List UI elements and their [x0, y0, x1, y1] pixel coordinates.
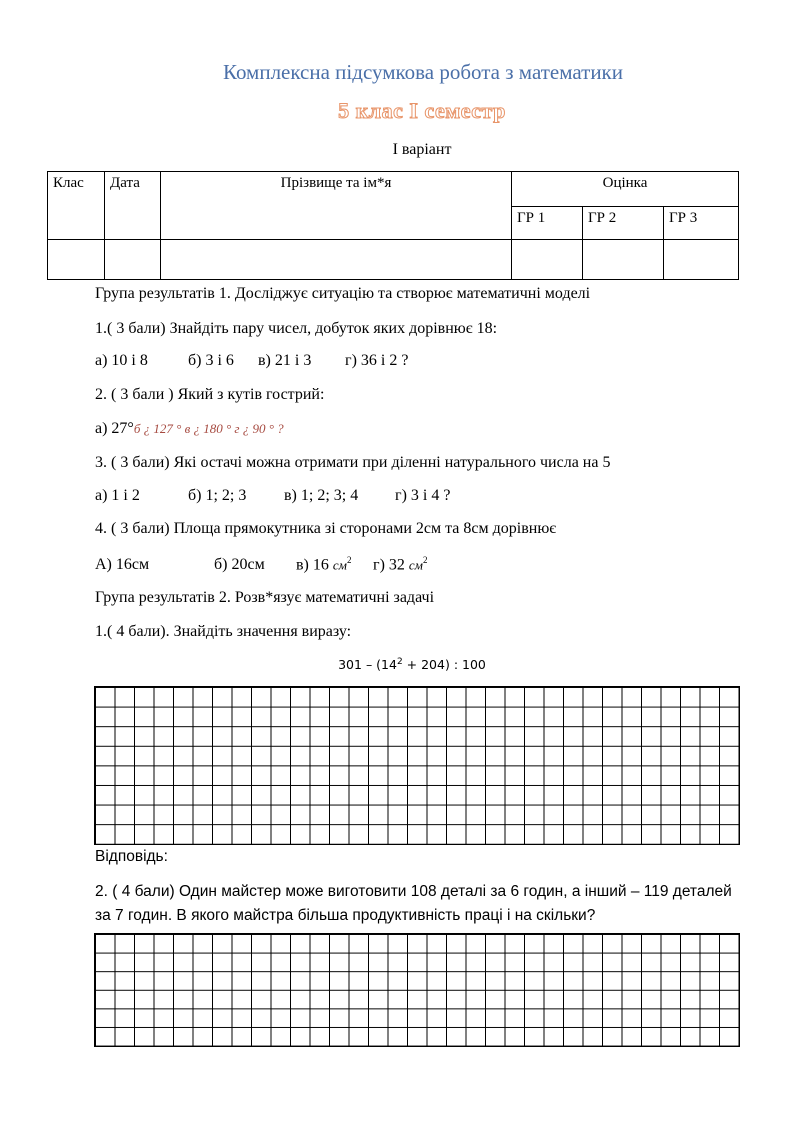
group1-heading: Група результатів 1. Досліджує ситуацію та створює математичні моделі — [95, 285, 591, 302]
gr3-cell[interactable] — [664, 240, 739, 280]
question-1-2-options — [95, 420, 284, 438]
option: г) 3 і 4 ? — [395, 487, 451, 504]
name-header: Прізвище та ім*я — [161, 172, 512, 240]
question-1-2: 2. ( 3 бали ) Який з кутів гострий: — [95, 386, 325, 403]
option: г) 32 — [373, 556, 405, 574]
option: а) 10 і 8 — [95, 352, 148, 369]
gr2-cell[interactable] — [583, 240, 664, 280]
gr2-header: ГР 2 — [583, 207, 664, 240]
option: а) 1 і 2 — [95, 487, 140, 504]
grade-header: Оцінка — [512, 172, 739, 207]
option: г) 36 і 2 ? — [345, 352, 409, 369]
option: в) 21 і 3 — [258, 352, 312, 369]
date-header: Дата — [105, 172, 161, 240]
option: а) 27° — [95, 420, 134, 437]
answer-grid-2[interactable] — [94, 933, 740, 1047]
question-1-3: 3. ( 3 бали) Які остачі можна отримати при діленні натурального числа на 5 — [95, 454, 611, 471]
option: в) 1; 2; 3; 4 — [284, 487, 359, 504]
question-2-1: 1.( 4 бали). Знайдіть значення виразу: — [95, 623, 352, 640]
option: б) 1; 2; 3 — [188, 487, 247, 504]
gr1-header: ГР 1 — [512, 207, 583, 240]
variant-label: І варіант — [392, 141, 452, 158]
question-1-1: 1.( 3 бали) Знайдіть пару чисел, добуток яких дорівнює 18: — [95, 320, 498, 337]
name-cell[interactable] — [161, 240, 512, 280]
date-cell[interactable] — [105, 240, 161, 280]
gr3-header: ГР 3 — [664, 207, 739, 240]
question-1-3-options — [95, 487, 450, 505]
answer-label: Відповідь: — [95, 848, 168, 865]
page-subtitle: 5 клас І семестр — [338, 98, 506, 123]
question-2-2: 2. ( 4 бали) Один майстер може виготовити 108 деталі за 6 годин, а інший – 119 деталей за 7 годин. В якого майстра більша продуктивність праці і на скільки? — [95, 883, 732, 924]
question-1-1-options — [95, 352, 408, 370]
student-info-table — [47, 171, 739, 280]
group2-heading: Група результатів 2. Розв*язує математичні задачі — [95, 589, 435, 606]
option: в) 16 — [296, 556, 329, 574]
class-cell[interactable] — [48, 240, 105, 280]
math-expression: $301 - (14^2 + 204)$ : 100 — [338, 657, 486, 673]
question-1-4: 4. ( 3 бали) Площа прямокутника зі сторонами 2см та 8см дорівнює — [95, 520, 557, 537]
option: б) 3 і 6 — [188, 352, 234, 369]
option: б) 20см — [214, 556, 265, 574]
page-title: Комплексна підсумкова робота з математики — [222, 60, 623, 84]
gr1-cell[interactable] — [512, 240, 583, 280]
class-header: Клас — [48, 172, 105, 240]
answer-grid-1[interactable] — [94, 686, 740, 845]
garbled-options: б ¿ 127 ° в ¿ 180 ° г ¿ 90 ° ? — [133, 421, 284, 436]
option: А) 16см — [95, 556, 150, 574]
question-1-4-options: А) 16см б) 20см в) 16 $см^2$ г) 32 $см^2$ — [95, 555, 428, 574]
